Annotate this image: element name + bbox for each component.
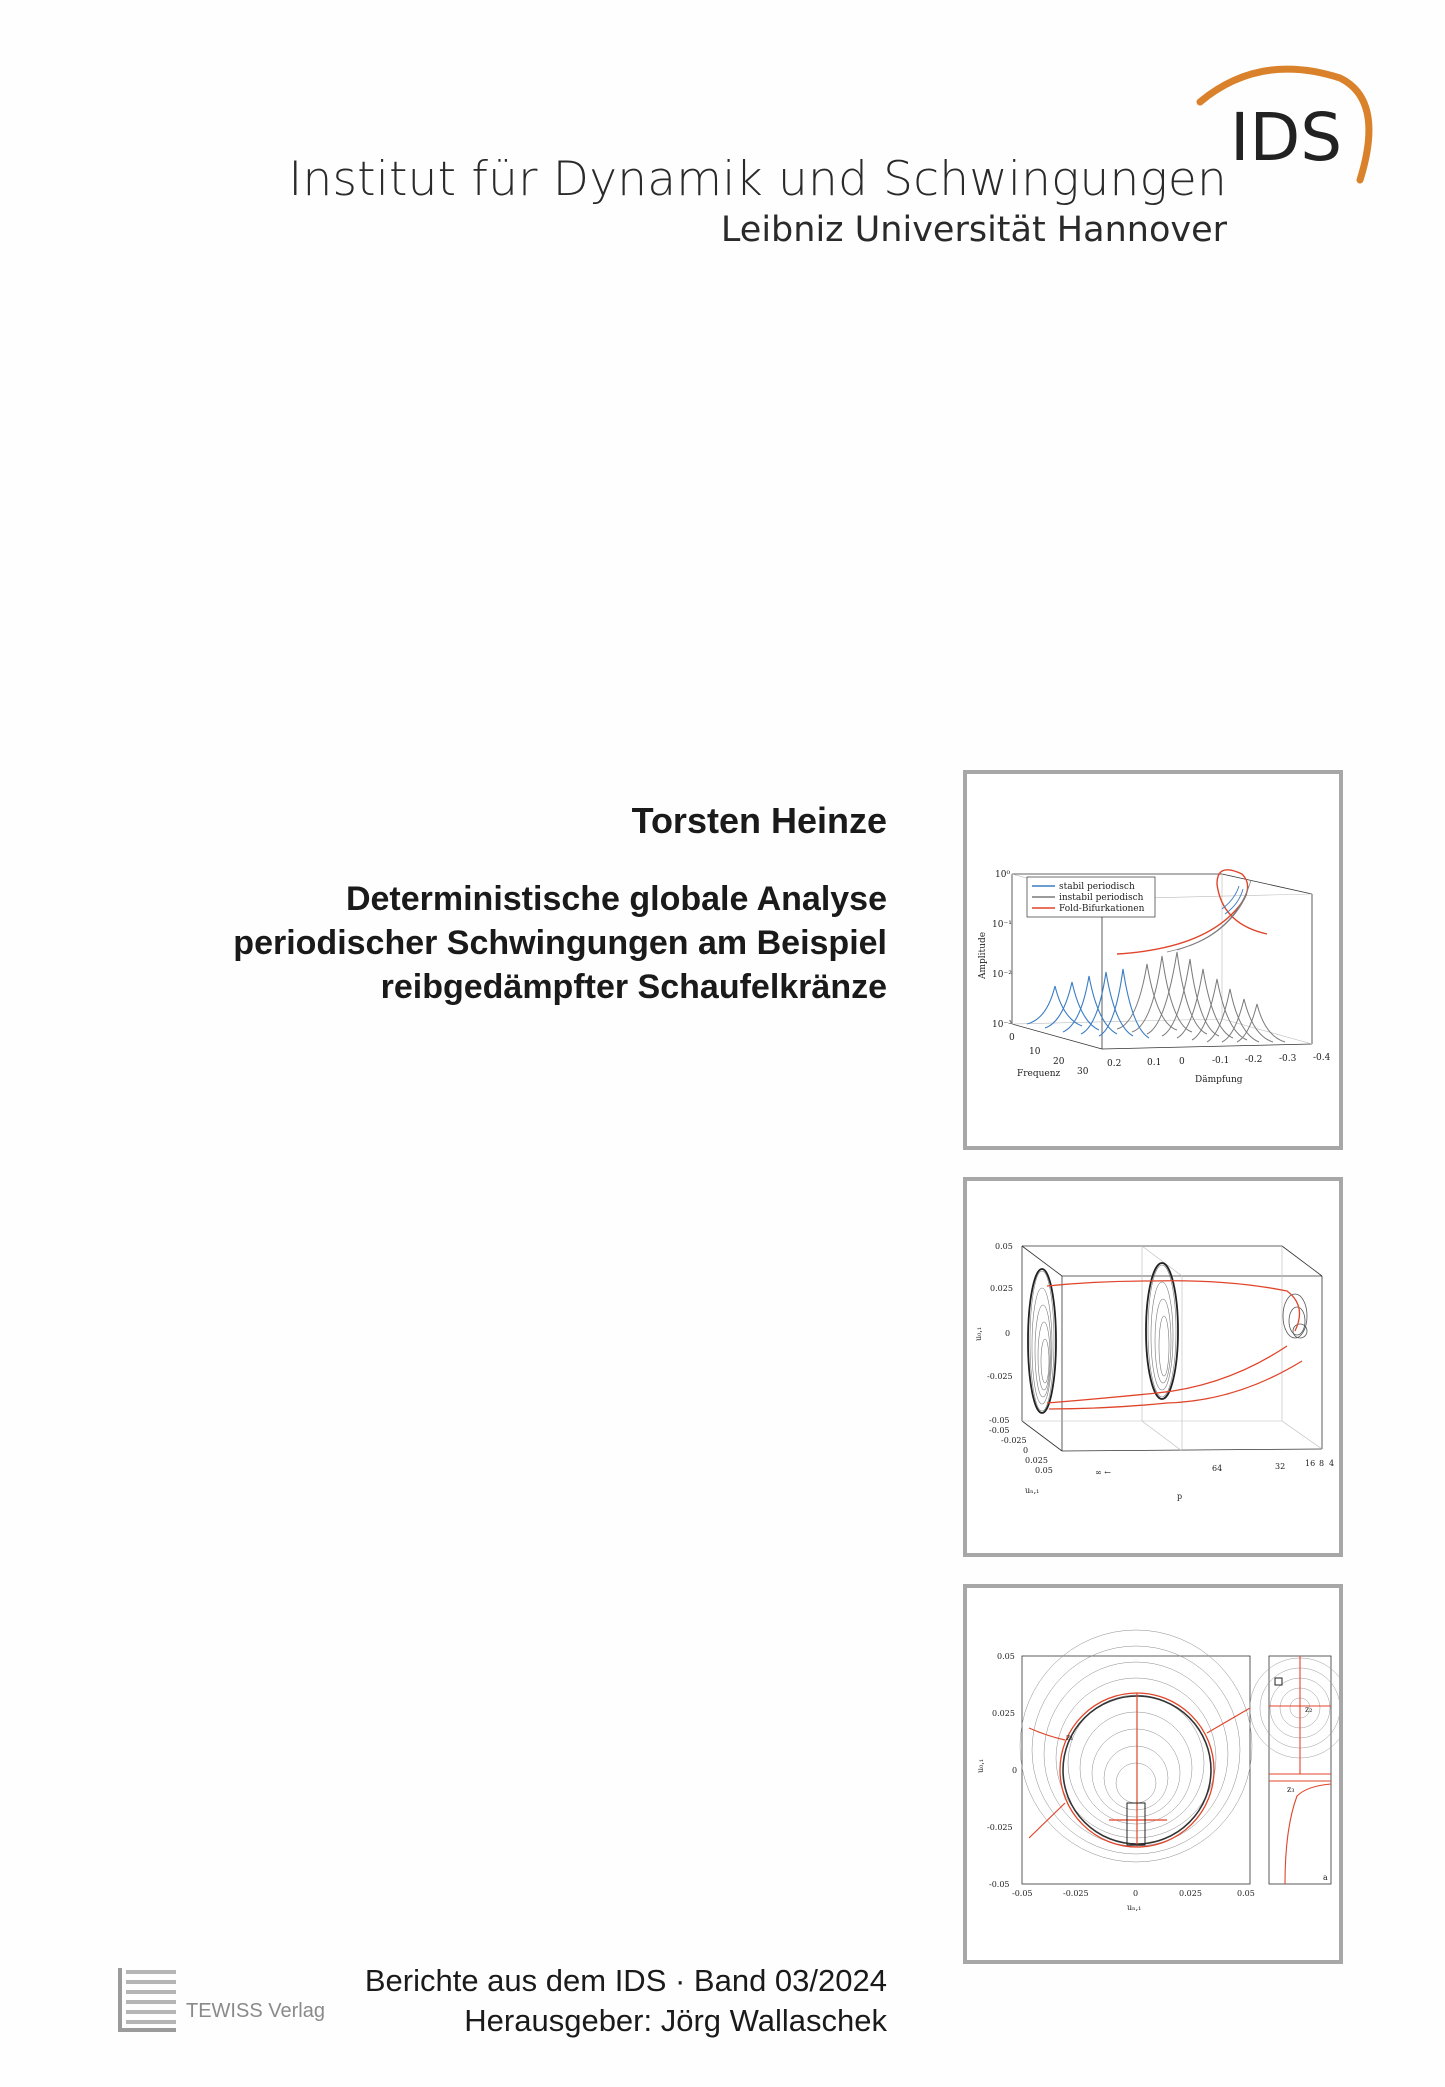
damp-tick-5: -0.2 [1245, 1055, 1263, 1065]
damp-tick-6: -0.3 [1279, 1054, 1297, 1064]
figure-frame-phase-3d [963, 1177, 1343, 1557]
p-label: p [1177, 1492, 1183, 1501]
frequency-label: Frequenz [1017, 1069, 1061, 1079]
y-label: u₀,₁ [974, 1326, 983, 1341]
editor-info: Herausgeber: Jörg Wallaschek [464, 2003, 887, 2038]
damp-tick-7: -0.4 [1313, 1053, 1331, 1063]
freq-tick-20: 20 [1053, 1057, 1065, 1067]
book-title [233, 877, 887, 1009]
institute-name: Institut für Dynamik und Schwingungen [288, 152, 1227, 207]
y-tick-5: -0.05 [989, 1880, 1010, 1889]
x-tick-3: 0 [1023, 1446, 1029, 1455]
y-tick-1: 0.05 [995, 1242, 1013, 1251]
x-tick-5: 0.05 [1035, 1466, 1053, 1475]
y-tick-3: 0 [1005, 1329, 1011, 1338]
ytick-4: 10⁻³ [992, 1020, 1012, 1030]
tewiss-logo-icon [118, 1968, 178, 2032]
legend-stable: stabil periodisch [1059, 882, 1135, 892]
p-tick-4: 4 [1329, 1459, 1335, 1468]
mark-z1: z₁ [1066, 1733, 1074, 1742]
x-tick-3: 0 [1133, 1889, 1139, 1898]
ylabel-amplitude: Amplitude [978, 931, 988, 979]
mark-z3: z₃ [1287, 1785, 1295, 1794]
author-name: Torsten Heinze [631, 800, 887, 841]
mark-a: a [1323, 1873, 1328, 1882]
freq-tick-30: 30 [1077, 1067, 1089, 1077]
publisher-name: TEWISS Verlag [186, 2000, 325, 2022]
x-label: uₙ,₁ [1127, 1903, 1142, 1912]
p-tick-8: 8 [1319, 1459, 1325, 1468]
x-tick-4: 0.025 [1025, 1456, 1048, 1465]
title-line-2: periodischer Schwingungen am Beispiel [233, 924, 887, 962]
damp-tick-3: 0 [1179, 1057, 1185, 1067]
freq-tick-0: 0 [1009, 1033, 1015, 1043]
ids-logo-text: IDS [1230, 99, 1343, 176]
x-tick-4: 0.025 [1179, 1889, 1202, 1898]
y-tick-1: 0.05 [997, 1652, 1015, 1661]
amplitude-3d-figure [967, 774, 1339, 1146]
x-tick-2: -0.025 [1001, 1436, 1027, 1445]
x-tick-5: 0.05 [1237, 1889, 1255, 1898]
legend-unstable: instabil periodisch [1059, 893, 1144, 903]
y-tick-5: -0.05 [989, 1416, 1010, 1425]
phase-2d-figure [967, 1588, 1339, 1960]
mark-z2: z₂ [1305, 1705, 1313, 1714]
y-tick-2: 0.025 [990, 1284, 1013, 1293]
title-line-3: reibgedämpfter Schaufelkränze [380, 968, 887, 1006]
figure-frame-amplitude [963, 770, 1343, 1150]
y-tick-4: -0.025 [987, 1823, 1013, 1832]
ytick-3: 10⁻² [992, 970, 1012, 980]
x-tick-1: -0.05 [1012, 1889, 1033, 1898]
series-info: Berichte aus dem IDS · Band 03/2024 [364, 1963, 887, 1998]
phase-3d-figure [967, 1181, 1339, 1553]
damp-tick-2: 0.1 [1147, 1058, 1162, 1068]
y-label: u₀,₁ [976, 1758, 985, 1773]
university-name: Leibniz Universität Hannover [720, 210, 1227, 250]
damp-tick-4: -0.1 [1212, 1056, 1230, 1066]
p-tick-64: 64 [1212, 1464, 1223, 1473]
damp-tick-1: 0.2 [1107, 1059, 1122, 1069]
p-tick-inf: ∞ ← [1095, 1468, 1111, 1477]
legend-fold: Fold-Bifurkationen [1059, 904, 1145, 914]
p-tick-32: 32 [1275, 1462, 1286, 1471]
y-tick-2: 0.025 [992, 1709, 1015, 1718]
figure-frame-phase-2d [963, 1584, 1343, 1964]
y-tick-3: 0 [1012, 1766, 1018, 1775]
x-label: uₙ,₁ [1025, 1486, 1040, 1495]
x-tick-1: -0.05 [989, 1426, 1010, 1435]
y-tick-4: -0.025 [987, 1372, 1013, 1381]
ytick-1: 10⁰ [995, 870, 1011, 880]
damping-label: Dämpfung [1195, 1075, 1243, 1085]
p-tick-16: 16 [1305, 1459, 1316, 1468]
ytick-2: 10⁻¹ [992, 920, 1012, 930]
x-tick-2: -0.025 [1063, 1889, 1089, 1898]
freq-tick-10: 10 [1029, 1047, 1041, 1057]
title-line-1: Deterministische globale Analyse [345, 880, 887, 918]
